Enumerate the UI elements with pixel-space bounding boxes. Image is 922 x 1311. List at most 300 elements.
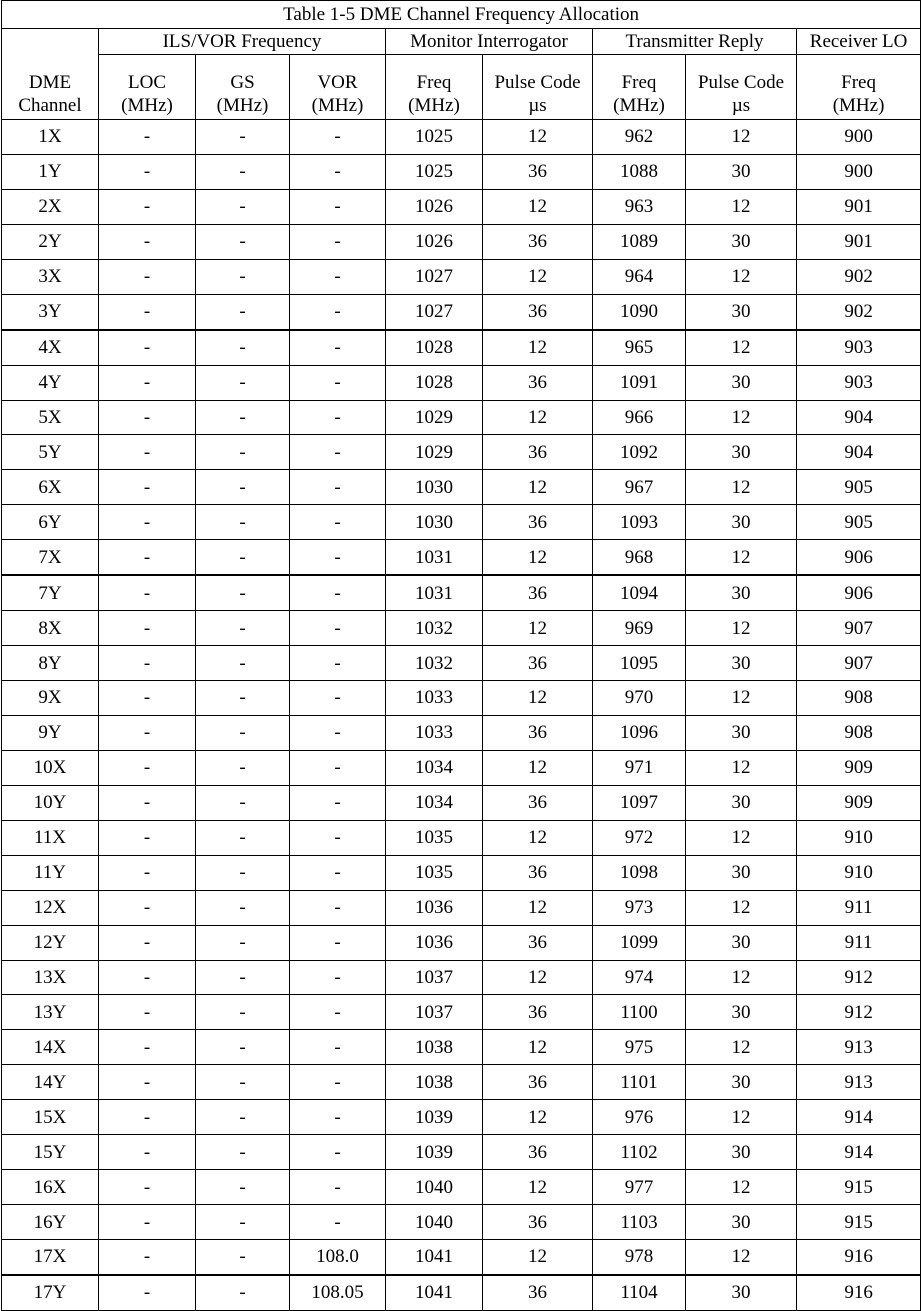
receiver-freq-cell: 910 [797, 855, 921, 890]
col-receiver-freq-line1: Freq [841, 72, 876, 93]
gs-cell: - [196, 505, 290, 540]
gs-cell: - [196, 925, 290, 960]
table-title: Table 1-5 DME Channel Frequency Allocation [2, 1, 921, 29]
monitor-freq-cell: 1040 [386, 1170, 483, 1205]
dme-channel-cell: 17X [2, 1240, 99, 1275]
transmitter-pulse-cell: 12 [686, 1170, 797, 1205]
dme-channel-cell: 15X [2, 1100, 99, 1135]
monitor-freq-cell: 1039 [386, 1135, 483, 1170]
table-row [2, 611, 921, 646]
transmitter-pulse-cell: 12 [686, 1030, 797, 1065]
loc-cell: - [99, 995, 196, 1030]
monitor-pulse-cell: 36 [483, 995, 593, 1030]
receiver-freq-cell: 913 [797, 1065, 921, 1100]
monitor-freq-cell: 1026 [386, 224, 483, 259]
table-row [2, 365, 921, 400]
col-monitor-freq-line1: Freq [416, 72, 452, 93]
dme-channel-cell: 14Y [2, 1065, 99, 1100]
vor-cell: - [290, 715, 386, 750]
monitor-pulse-cell: 36 [483, 294, 593, 329]
table-row [2, 1100, 921, 1135]
receiver-freq-cell: 905 [797, 470, 921, 505]
transmitter-freq-cell: 971 [593, 750, 686, 785]
dme-channel-cell: 10X [2, 750, 99, 785]
transmitter-pulse-cell: 12 [686, 330, 797, 365]
loc-cell: - [99, 750, 196, 785]
monitor-freq-cell: 1028 [386, 365, 483, 400]
receiver-freq-cell: 915 [797, 1170, 921, 1205]
monitor-pulse-cell: 36 [483, 505, 593, 540]
dme-channel-cell: 17Y [2, 1275, 99, 1310]
transmitter-freq-cell: 977 [593, 1170, 686, 1205]
gs-cell: - [196, 646, 290, 681]
transmitter-pulse-cell: 30 [686, 715, 797, 750]
monitor-freq-cell: 1038 [386, 1030, 483, 1065]
transmitter-pulse-cell: 30 [686, 435, 797, 470]
dme-channel-cell: 6Y [2, 505, 99, 540]
loc-cell: - [99, 1275, 196, 1310]
table-row [2, 575, 921, 610]
loc-cell: - [99, 611, 196, 646]
gs-cell: - [196, 715, 290, 750]
gs-cell: - [196, 681, 290, 716]
col-gs [196, 55, 290, 120]
receiver-freq-cell: 908 [797, 715, 921, 750]
col-loc [99, 55, 196, 120]
receiver-freq-cell: 916 [797, 1240, 921, 1275]
monitor-freq-cell: 1034 [386, 750, 483, 785]
receiver-freq-cell: 914 [797, 1135, 921, 1170]
gs-cell: - [196, 575, 290, 610]
loc-cell: - [99, 400, 196, 435]
col-loc-line2: (MHz) [121, 95, 173, 116]
transmitter-freq-cell: 1093 [593, 505, 686, 540]
group-receiver-lo: Receiver LO [797, 29, 921, 55]
monitor-freq-cell: 1035 [386, 820, 483, 855]
monitor-pulse-cell: 12 [483, 960, 593, 995]
transmitter-pulse-cell: 12 [686, 470, 797, 505]
transmitter-pulse-cell: 30 [686, 995, 797, 1030]
table-row [2, 259, 921, 294]
transmitter-pulse-cell: 30 [686, 925, 797, 960]
col-receiver-freq [797, 55, 921, 120]
vor-cell: - [290, 750, 386, 785]
dme-channel-cell: 8Y [2, 646, 99, 681]
transmitter-freq-cell: 975 [593, 1030, 686, 1065]
col-monitor-pulse-line2: µs [528, 95, 547, 116]
loc-cell: - [99, 365, 196, 400]
dme-channel-cell: 14X [2, 1030, 99, 1065]
dme-channel-cell: 2X [2, 189, 99, 224]
loc-cell: - [99, 259, 196, 294]
col-dme-channel [2, 55, 99, 120]
table-row [2, 681, 921, 716]
gs-cell: - [196, 365, 290, 400]
loc-cell: - [99, 189, 196, 224]
monitor-pulse-cell: 12 [483, 330, 593, 365]
transmitter-pulse-cell: 12 [686, 400, 797, 435]
dme-channel-cell: 11X [2, 820, 99, 855]
dme-channel-cell: 6X [2, 470, 99, 505]
monitor-pulse-cell: 12 [483, 1170, 593, 1205]
table-row [2, 925, 921, 960]
transmitter-freq-cell: 1088 [593, 154, 686, 189]
monitor-freq-cell: 1041 [386, 1240, 483, 1275]
loc-cell: - [99, 154, 196, 189]
loc-cell: - [99, 294, 196, 329]
transmitter-pulse-cell: 12 [686, 960, 797, 995]
monitor-freq-cell: 1030 [386, 505, 483, 540]
dme-channel-cell: 1X [2, 120, 99, 155]
gs-cell: - [196, 120, 290, 155]
transmitter-freq-cell: 974 [593, 960, 686, 995]
transmitter-freq-cell: 969 [593, 611, 686, 646]
monitor-pulse-cell: 12 [483, 470, 593, 505]
loc-cell: - [99, 925, 196, 960]
monitor-freq-cell: 1035 [386, 855, 483, 890]
transmitter-freq-cell: 1096 [593, 715, 686, 750]
monitor-pulse-cell: 12 [483, 820, 593, 855]
monitor-freq-cell: 1025 [386, 120, 483, 155]
col-loc-line1: LOC [128, 72, 166, 93]
monitor-pulse-cell: 12 [483, 1030, 593, 1065]
gs-cell: - [196, 259, 290, 294]
receiver-freq-cell: 914 [797, 1100, 921, 1135]
gs-cell: - [196, 1135, 290, 1170]
monitor-pulse-cell: 12 [483, 120, 593, 155]
vor-cell: - [290, 820, 386, 855]
monitor-freq-cell: 1027 [386, 294, 483, 329]
receiver-freq-cell: 904 [797, 400, 921, 435]
transmitter-pulse-cell: 30 [686, 1135, 797, 1170]
loc-cell: - [99, 1240, 196, 1275]
dme-channel-cell: 4X [2, 330, 99, 365]
transmitter-pulse-cell: 12 [686, 750, 797, 785]
loc-cell: - [99, 435, 196, 470]
transmitter-freq-cell: 970 [593, 681, 686, 716]
dme-channel-cell: 12Y [2, 925, 99, 960]
receiver-freq-cell: 916 [797, 1275, 921, 1310]
monitor-pulse-cell: 36 [483, 785, 593, 820]
table-row [2, 820, 921, 855]
vor-cell: - [290, 611, 386, 646]
transmitter-pulse-cell: 30 [686, 1065, 797, 1100]
col-vor-line1: VOR [317, 72, 358, 93]
vor-cell: - [290, 1100, 386, 1135]
monitor-pulse-cell: 12 [483, 400, 593, 435]
gs-cell: - [196, 189, 290, 224]
monitor-freq-cell: 1031 [386, 575, 483, 610]
gs-cell: - [196, 855, 290, 890]
transmitter-freq-cell: 965 [593, 330, 686, 365]
loc-cell: - [99, 785, 196, 820]
gs-cell: - [196, 1030, 290, 1065]
table-row [2, 855, 921, 890]
monitor-pulse-cell: 12 [483, 681, 593, 716]
col-monitor-freq [386, 55, 483, 120]
receiver-freq-cell: 906 [797, 540, 921, 575]
gs-cell: - [196, 960, 290, 995]
receiver-freq-cell: 900 [797, 154, 921, 189]
table-row [2, 960, 921, 995]
monitor-freq-cell: 1026 [386, 189, 483, 224]
table-row [2, 646, 921, 681]
vor-cell: - [290, 435, 386, 470]
col-transmitter-pulse-line2: µs [731, 95, 751, 116]
monitor-pulse-cell: 12 [483, 540, 593, 575]
monitor-freq-cell: 1031 [386, 540, 483, 575]
monitor-freq-cell: 1037 [386, 960, 483, 995]
dme-channel-cell: 1Y [2, 154, 99, 189]
table-row [2, 715, 921, 750]
receiver-freq-cell: 915 [797, 1205, 921, 1240]
dme-channel-cell: 4Y [2, 365, 99, 400]
monitor-pulse-cell: 12 [483, 750, 593, 785]
transmitter-freq-cell: 973 [593, 890, 686, 925]
monitor-freq-cell: 1036 [386, 890, 483, 925]
table-row [2, 785, 921, 820]
dme-channel-table [1, 0, 921, 1311]
transmitter-freq-cell: 1098 [593, 855, 686, 890]
loc-cell: - [99, 540, 196, 575]
transmitter-freq-cell: 1094 [593, 575, 686, 610]
gs-cell: - [196, 470, 290, 505]
receiver-freq-cell: 909 [797, 750, 921, 785]
monitor-freq-cell: 1041 [386, 1275, 483, 1310]
col-transmitter-freq-line1: Freq [621, 72, 657, 93]
transmitter-freq-cell: 1097 [593, 785, 686, 820]
col-monitor-pulse-code [483, 55, 593, 120]
monitor-freq-cell: 1033 [386, 681, 483, 716]
dme-channel-cell: 7X [2, 540, 99, 575]
col-monitor-pulse-line1: Pulse Code [494, 72, 581, 93]
transmitter-freq-cell: 972 [593, 820, 686, 855]
vor-cell: - [290, 330, 386, 365]
receiver-freq-cell: 902 [797, 259, 921, 294]
receiver-freq-cell: 902 [797, 294, 921, 329]
loc-cell: - [99, 505, 196, 540]
group-ils-vor: ILS/VOR Frequency [99, 29, 386, 55]
monitor-freq-cell: 1032 [386, 646, 483, 681]
table-row [2, 435, 921, 470]
vor-cell: - [290, 224, 386, 259]
loc-cell: - [99, 855, 196, 890]
monitor-pulse-cell: 36 [483, 154, 593, 189]
receiver-freq-cell: 900 [797, 120, 921, 155]
loc-cell: - [99, 820, 196, 855]
loc-cell: - [99, 1205, 196, 1240]
dme-channel-cell: 15Y [2, 1135, 99, 1170]
col-vor [290, 55, 386, 120]
transmitter-pulse-cell: 12 [686, 120, 797, 155]
dme-channel-cell: 7Y [2, 575, 99, 610]
table-row [2, 330, 921, 365]
transmitter-freq-cell: 1103 [593, 1205, 686, 1240]
dme-group-spacer [2, 29, 99, 55]
receiver-freq-cell: 906 [797, 575, 921, 610]
table-row [2, 1030, 921, 1065]
transmitter-pulse-cell: 12 [686, 890, 797, 925]
monitor-pulse-cell: 36 [483, 224, 593, 259]
transmitter-pulse-cell: 12 [686, 259, 797, 294]
gs-cell: - [196, 1275, 290, 1310]
col-gs-line1: GS [230, 72, 255, 93]
monitor-freq-cell: 1033 [386, 715, 483, 750]
vor-cell: - [290, 1135, 386, 1170]
monitor-pulse-cell: 36 [483, 1205, 593, 1240]
transmitter-freq-cell: 1100 [593, 995, 686, 1030]
col-dme-channel-line1: DME [28, 72, 72, 93]
loc-cell: - [99, 1030, 196, 1065]
vor-cell: - [290, 189, 386, 224]
transmitter-freq-cell: 978 [593, 1240, 686, 1275]
monitor-pulse-cell: 36 [483, 435, 593, 470]
transmitter-pulse-cell: 12 [686, 681, 797, 716]
transmitter-freq-cell: 1099 [593, 925, 686, 960]
transmitter-pulse-cell: 30 [686, 646, 797, 681]
transmitter-pulse-cell: 30 [686, 575, 797, 610]
table-row [2, 995, 921, 1030]
gs-cell: - [196, 154, 290, 189]
monitor-freq-cell: 1039 [386, 1100, 483, 1135]
transmitter-freq-cell: 976 [593, 1100, 686, 1135]
monitor-pulse-cell: 36 [483, 925, 593, 960]
vor-cell: - [290, 259, 386, 294]
monitor-pulse-cell: 36 [483, 365, 593, 400]
col-vor-line2: (MHz) [311, 95, 364, 116]
loc-cell: - [99, 575, 196, 610]
transmitter-freq-cell: 963 [593, 189, 686, 224]
col-transmitter-freq-line2: (MHz) [613, 95, 665, 116]
col-transmitter-pulse-line1: Pulse Code [697, 72, 785, 93]
loc-cell: - [99, 1135, 196, 1170]
transmitter-pulse-cell: 30 [686, 505, 797, 540]
loc-cell: - [99, 224, 196, 259]
loc-cell: - [99, 1170, 196, 1205]
dme-channel-cell: 3Y [2, 294, 99, 329]
transmitter-pulse-cell: 30 [686, 1205, 797, 1240]
group-transmitter-reply: Transmitter Reply [593, 29, 797, 55]
gs-cell: - [196, 1065, 290, 1100]
receiver-freq-cell: 912 [797, 995, 921, 1030]
loc-cell: - [99, 330, 196, 365]
gs-cell: - [196, 1100, 290, 1135]
monitor-freq-cell: 1036 [386, 925, 483, 960]
receiver-freq-cell: 903 [797, 365, 921, 400]
gs-cell: - [196, 330, 290, 365]
loc-cell: - [99, 890, 196, 925]
table-row [2, 400, 921, 435]
loc-cell: - [99, 960, 196, 995]
monitor-freq-cell: 1034 [386, 785, 483, 820]
loc-cell: - [99, 1100, 196, 1135]
transmitter-freq-cell: 1095 [593, 646, 686, 681]
transmitter-freq-cell: 1104 [593, 1275, 686, 1310]
transmitter-pulse-cell: 12 [686, 820, 797, 855]
vor-cell: - [290, 400, 386, 435]
transmitter-freq-cell: 1101 [593, 1065, 686, 1100]
transmitter-pulse-cell: 12 [686, 189, 797, 224]
table-row [2, 120, 921, 155]
vor-cell: - [290, 505, 386, 540]
gs-cell: - [196, 435, 290, 470]
table-body [2, 120, 921, 1311]
dme-channel-cell: 3X [2, 259, 99, 294]
transmitter-pulse-cell: 30 [686, 365, 797, 400]
transmitter-pulse-cell: 12 [686, 1100, 797, 1135]
transmitter-freq-cell: 1089 [593, 224, 686, 259]
transmitter-freq-cell: 964 [593, 259, 686, 294]
monitor-pulse-cell: 12 [483, 611, 593, 646]
dme-channel-cell: 11Y [2, 855, 99, 890]
gs-cell: - [196, 1205, 290, 1240]
dme-channel-cell: 2Y [2, 224, 99, 259]
vor-cell: - [290, 995, 386, 1030]
transmitter-pulse-cell: 30 [686, 1275, 797, 1310]
transmitter-freq-cell: 962 [593, 120, 686, 155]
receiver-freq-cell: 913 [797, 1030, 921, 1065]
vor-cell: - [290, 540, 386, 575]
transmitter-freq-cell: 968 [593, 540, 686, 575]
dme-channel-cell: 9X [2, 681, 99, 716]
table-row [2, 1275, 921, 1310]
table-row [2, 1065, 921, 1100]
gs-cell: - [196, 224, 290, 259]
receiver-freq-cell: 901 [797, 189, 921, 224]
col-monitor-freq-line2: (MHz) [408, 95, 460, 116]
vor-cell: - [290, 681, 386, 716]
transmitter-freq-cell: 967 [593, 470, 686, 505]
dme-channel-cell: 16X [2, 1170, 99, 1205]
monitor-freq-cell: 1029 [386, 400, 483, 435]
vor-cell: 108.0 [290, 1240, 386, 1275]
vor-cell: - [290, 1205, 386, 1240]
col-transmitter-freq [593, 55, 686, 120]
table-row [2, 540, 921, 575]
dme-channel-cell: 8X [2, 611, 99, 646]
gs-cell: - [196, 820, 290, 855]
gs-cell: - [196, 540, 290, 575]
gs-cell: - [196, 611, 290, 646]
transmitter-freq-cell: 1091 [593, 365, 686, 400]
monitor-pulse-cell: 12 [483, 259, 593, 294]
group-monitor-interrogator: Monitor Interrogator [386, 29, 593, 55]
monitor-pulse-cell: 36 [483, 1065, 593, 1100]
receiver-freq-cell: 907 [797, 646, 921, 681]
receiver-freq-cell: 904 [797, 435, 921, 470]
transmitter-freq-cell: 1090 [593, 294, 686, 329]
vor-cell: - [290, 294, 386, 329]
monitor-freq-cell: 1030 [386, 470, 483, 505]
loc-cell: - [99, 715, 196, 750]
transmitter-pulse-cell: 12 [686, 1240, 797, 1275]
table-row [2, 1205, 921, 1240]
vor-cell: - [290, 120, 386, 155]
vor-cell: - [290, 785, 386, 820]
transmitter-pulse-cell: 12 [686, 540, 797, 575]
gs-cell: - [196, 1170, 290, 1205]
vor-cell: - [290, 575, 386, 610]
col-gs-line2: (MHz) [216, 95, 269, 116]
vor-cell: - [290, 855, 386, 890]
monitor-pulse-cell: 12 [483, 1100, 593, 1135]
monitor-pulse-cell: 36 [483, 855, 593, 890]
vor-cell: - [290, 470, 386, 505]
receiver-freq-cell: 908 [797, 681, 921, 716]
gs-cell: - [196, 1240, 290, 1275]
vor-cell: - [290, 925, 386, 960]
dme-channel-cell: 12X [2, 890, 99, 925]
